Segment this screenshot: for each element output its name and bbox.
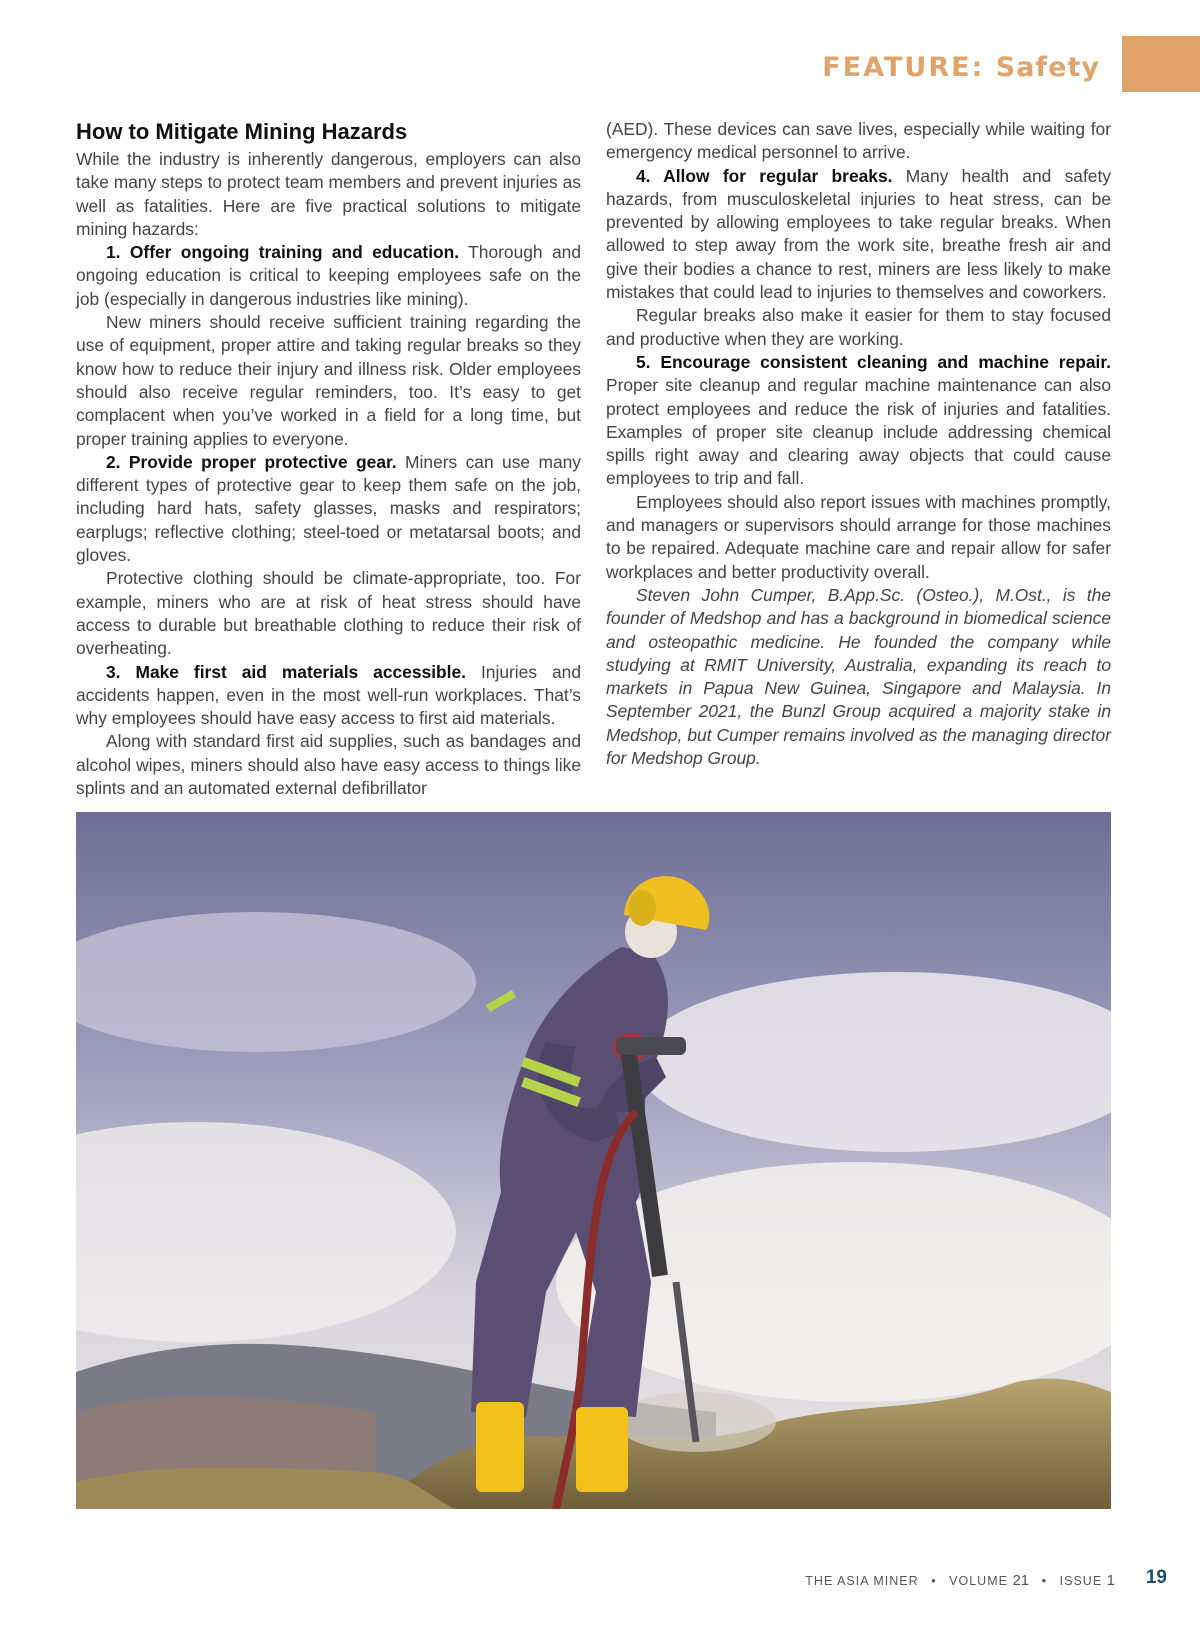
page-number: 19 [1145, 1567, 1167, 1588]
issue-number: 1 [1106, 1572, 1115, 1589]
tip-3-followup: Along with standard first aid supplies, such as bandages and alcohol wipes, miners should also have easy access to things like splints and an automated external defibrillator [76, 731, 581, 799]
tip-1-text: Thorough and ongoing education is critical to keeping employees safe on the job (especially in dangerous industries like mining). [76, 242, 581, 309]
intro-paragraph: While the industry is inherently dangerous, employers can also take many steps to protect team members and prevent injuries as well as fatalities. Here are five practical solutions to mitigate mining hazards: [76, 149, 581, 239]
footer-publication [805, 1572, 1115, 1589]
tip-3-title: 3. Make first aid materials accessible. [106, 661, 466, 682]
volume-number: 21 [1012, 1572, 1030, 1589]
tip-4-text: Many health and safety hazards, from musculoskeletal injuries to heat stress, can be prevented by allowing employees to take regular breaks. When allowed to step away from the work site, breathe fresh air and give their bodies a chance to rest, miners are less likely to make mistakes that could lead to injuries to themselves and coworkers. [606, 165, 1111, 303]
miner-jackhammer-photo [76, 812, 1111, 1509]
publication-name: THE ASIA MINER [805, 1574, 919, 1588]
tip-5-title: 5. Encourage consistent cleaning and machine repair. [636, 351, 1111, 372]
separator-dot: • [1041, 1573, 1048, 1588]
tip-4-title: 4. Allow for regular breaks. [636, 165, 893, 186]
article-heading: How to Mitigate Mining Hazards [76, 119, 408, 144]
tip-5-text: Proper site cleanup and regular machine maintenance can also protect employees and reduce the risk of injuries and fatalities. Examples of proper site cleanup include addressing chemical spills right away and clearing away objects that could cause employees to trip and fall. [606, 375, 1111, 489]
tip-1-title: 1. Offer ongoing training and education. [106, 242, 460, 263]
author-bio: Steven John Cumper, B.App.Sc. (Osteo.), M.Ost., is the founder of Medshop and has a background in biomedical science and osteopathic medicine. He founded the company while studying at RMIT University, Australia, expanding its reach to markets in Papua New Guinea, Singapore and Malaysia. In September 2021, the Bunzl Group acquired a majority stake in Medshop, but Cumper remains involved as the managing director for Medshop Group. [606, 584, 1111, 769]
article-column-right [606, 118, 1111, 770]
tip-2-paragraph [76, 451, 581, 567]
tip-2-followup: Protective clothing should be climate-appropriate, too. For example, miners who are at risk of heat stress should have access to durable but breathable clothing to reduce their risk of overheating. [76, 568, 581, 659]
tip-3-text: Injuries and accidents happen, even in the most well-run workplaces. That’s why employees should have easy access to first aid materials. [76, 661, 581, 729]
tip-5-followup: Employees should also report issues with machines promptly, and managers or supervisors should arrange for those machines to be repaired. Adequate machine care and repair allow for safer workplaces and better productivity overall. [606, 491, 1111, 582]
feature-label: FEATURE: [822, 52, 985, 83]
section-label: Safety [995, 52, 1100, 83]
volume-label: VOLUME [949, 1574, 1008, 1588]
tip-2-text: Miners can use many different types of protective gear to keep them safe on the job, including hard hats, safety glasses, masks and respirators; earplugs; reflective clothing; steel-toed or metatarsal boots; and gloves. [76, 451, 581, 566]
tip-3-paragraph [76, 661, 581, 731]
section-tab [1122, 36, 1200, 92]
tip-1-paragraph [76, 241, 581, 311]
tip-4-followup: Regular breaks also make it easier for them to stay focused and productive when they are working. [606, 305, 1111, 349]
tip-1-followup: New miners should receive sufficient training regarding the use of equipment, proper attire and taking regular breaks so they know how to reduce their injury and illness risk. Older employees should also receive regular reminders, too. It’s easy to get complacent when you’ve worked in a field for a long time, but proper training applies to everyone. [76, 312, 581, 449]
separator-dot: • [931, 1573, 937, 1588]
tip-5-paragraph [606, 351, 1111, 491]
article-column-left [76, 118, 581, 800]
tip-3-continuation: (AED). These devices can save lives, especially while waiting for emergency medical personnel to arrive. [606, 119, 1111, 163]
section-header [822, 52, 1100, 83]
tip-2-title: 2. Provide proper protective gear. [106, 451, 397, 472]
tip-4-paragraph [606, 165, 1111, 305]
issue-label: ISSUE [1059, 1574, 1103, 1588]
